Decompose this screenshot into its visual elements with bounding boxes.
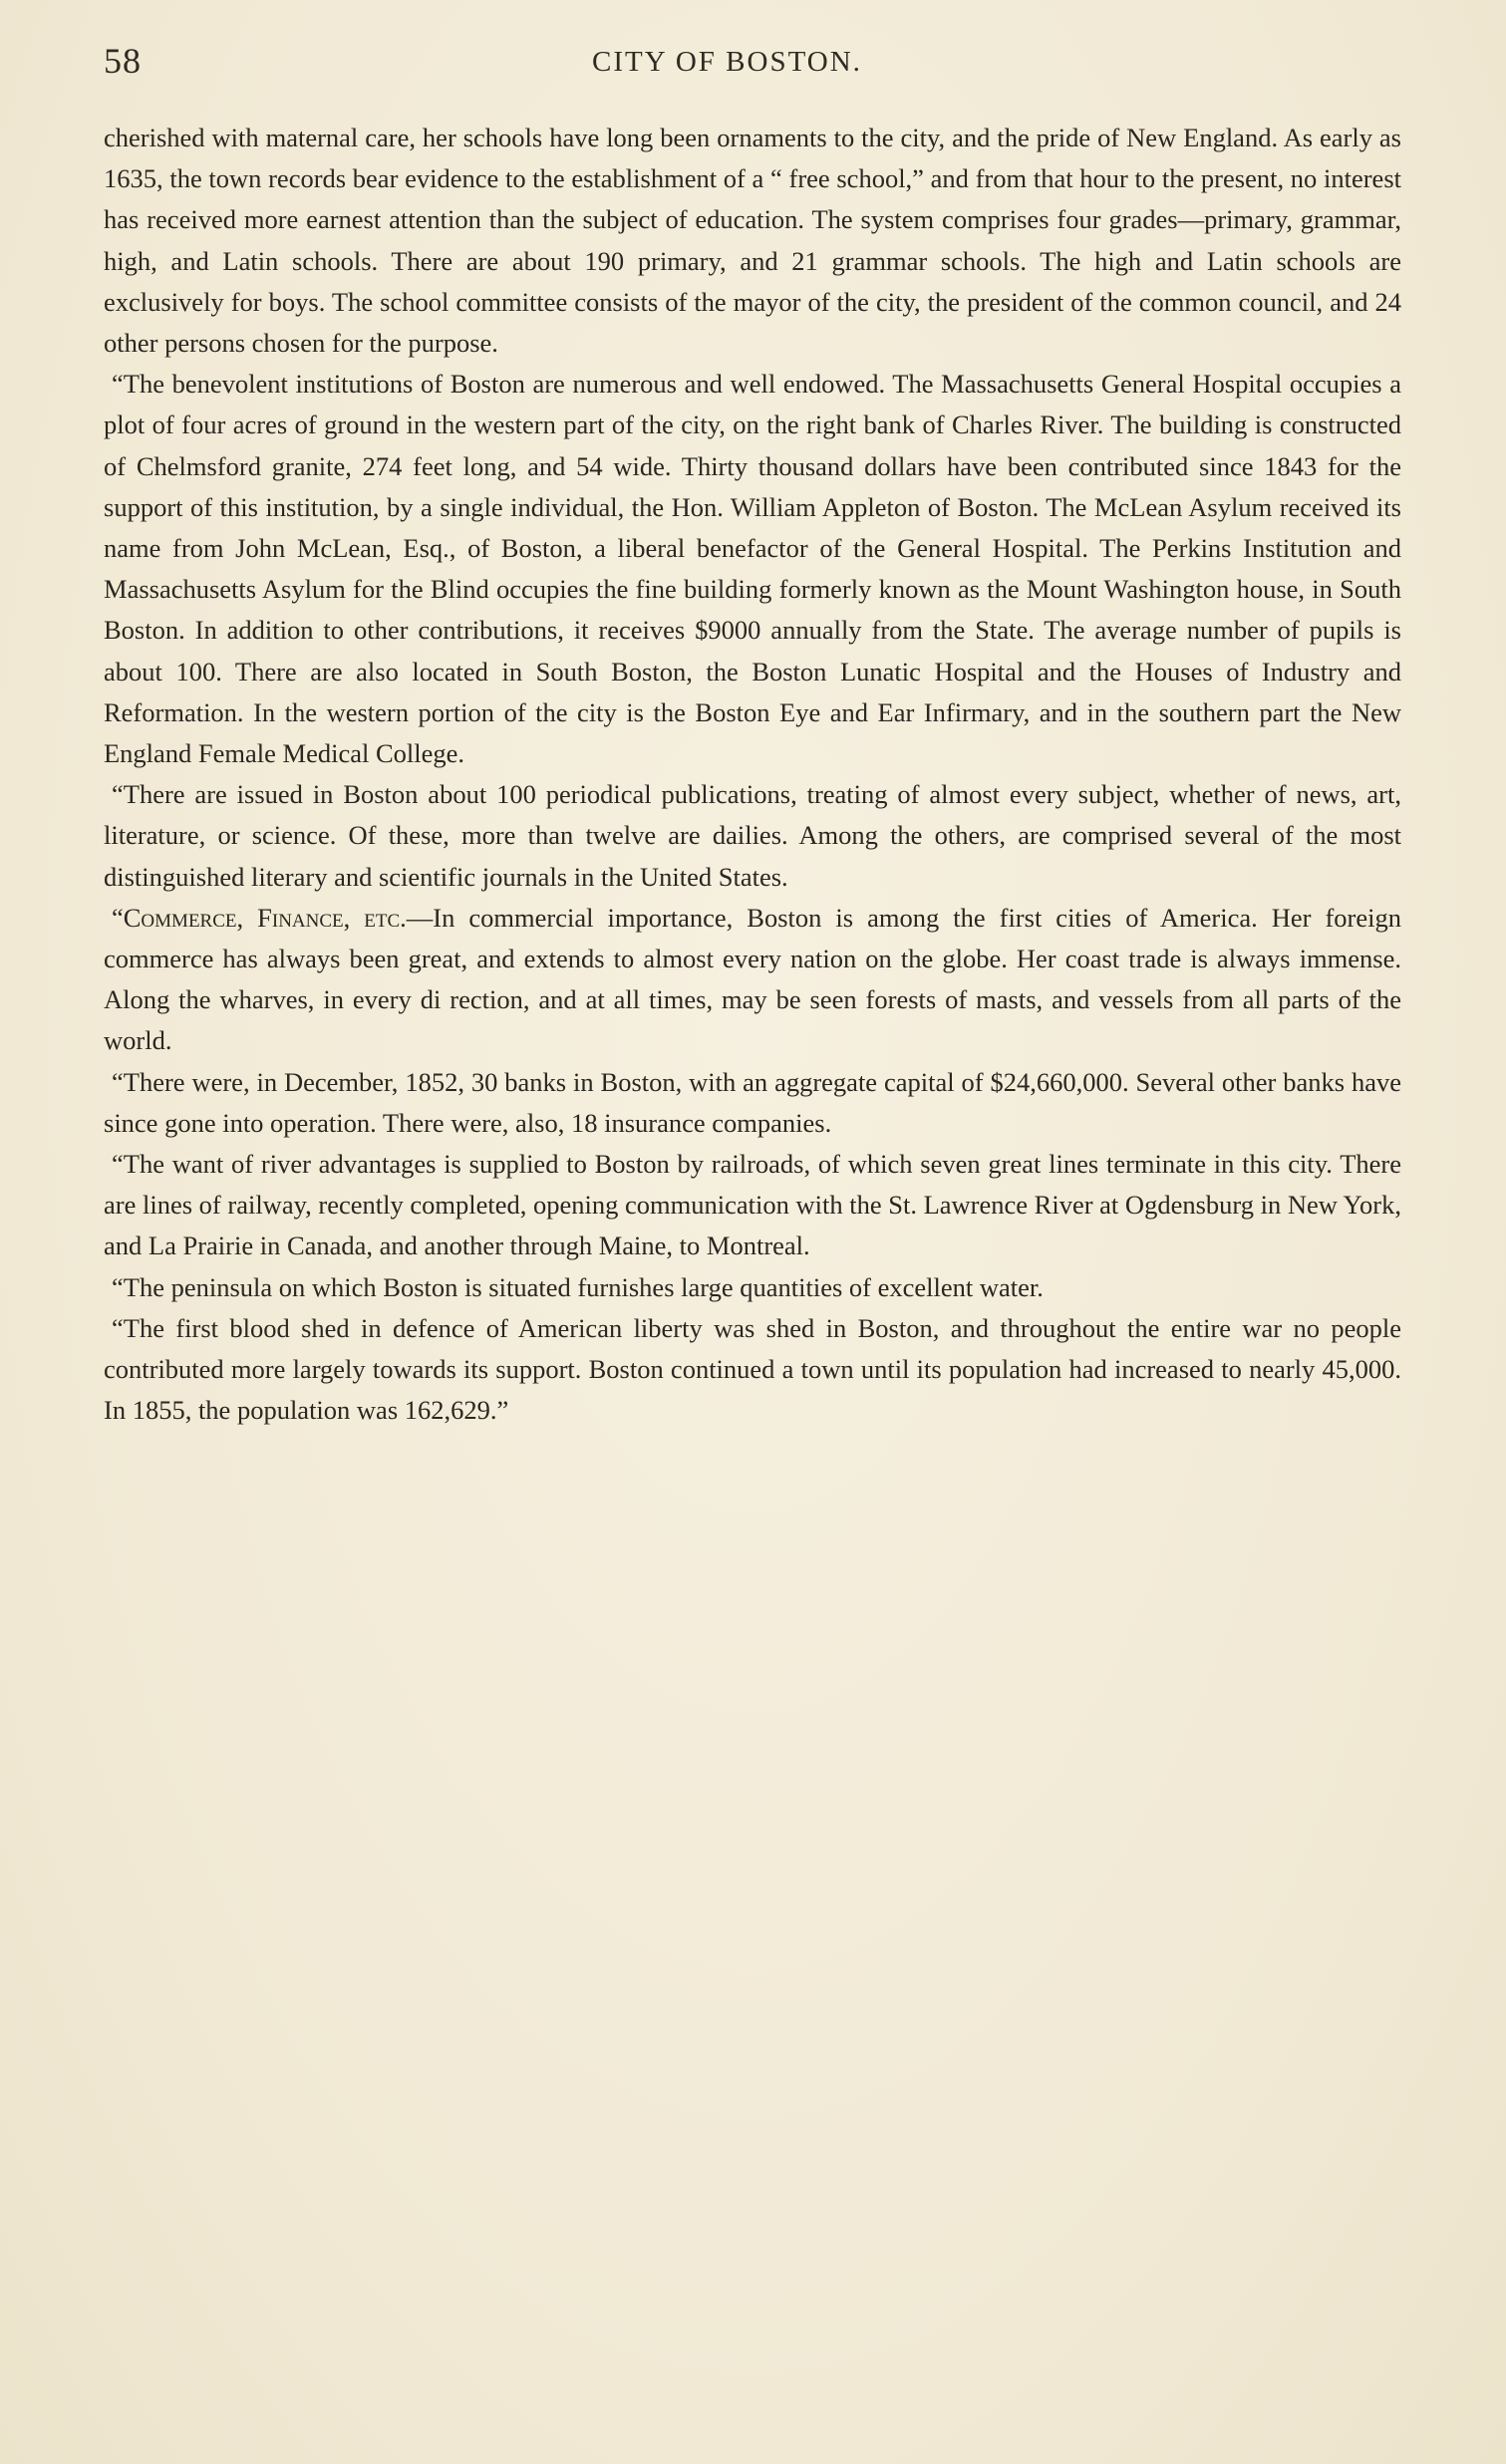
paragraph-history: “The first blood shed in defence of American liberty was shed in Boston, and throughout the entire war no people contributed more largely towards its support. Boston continued a town until its population had increased to nearly 45,000. In 1855, the population was 162,629.” bbox=[104, 1312, 1401, 1426]
page-number: 58 bbox=[104, 41, 142, 81]
paragraph-railroads: “The want of river advantages is supplied to Boston by railroads, of which seven great lines terminate in this city. There are lines of railway, recently completed, opening communication with the St. Lawrence River at Ogdensburg in New York, and La Prairie in Canada, and another through Maine, to Montreal. bbox=[104, 1149, 1401, 1261]
running-head: CITY OF BOSTON. bbox=[592, 46, 862, 78]
paragraph-banks: “There were, in December, 1852, 30 banks in Boston, with an aggregate capital of $24,660,000. Several other banks have since gone into operation. There were, also, 18 insurance companies. bbox=[104, 1066, 1401, 1138]
paragraph-education: cherished with maternal care, her schools have long been ornaments to the city, and the pride of New England. As early as 1635, the town records bear evidence to the establishment of a “ free school,” and from that hour to the present, no interest has received more earnest attention than the subject of education. The system comprises four grades—primary, grammar, high, and Latin schools. There are about 190 primary, and 21 grammar schools. The high and Latin schools are exclusively for boys. The school committee consists of the mayor of the city, the president of the common council, and 24 other persons chosen for the purpose. bbox=[104, 123, 1401, 359]
paragraph-periodicals: “There are issued in Boston about 100 periodical publications, treating of almost every subject, whether of news, art, literature, or science. Of these, more than twelve are dailies. Among the others, are comprised several of the most distinguished literary and scientific journals in the United States. bbox=[104, 779, 1401, 892]
section-lead-commerce: “Commerce, Finance, etc. bbox=[112, 902, 407, 933]
paragraph-water: “The peninsula on which Boston is situated furnishes large quantities of excellent water. bbox=[112, 1271, 1044, 1302]
paragraph-benevolent-institutions: “The benevolent institutions of Boston are numerous and well endowed. The Massachusetts General Hospital occupies a plot of four acres of ground in the western part of the city, on the right bank of Charles River. The building is constructed of Chelmsford granite, 274 feet long, and 54 wide. Thirty thousand dollars have been contributed since 1843 for the support of this institution, by a single individual, the Hon. William Appleton of Boston. The McLean Asylum received its name from John McLean, Esq., of Boston, a liberal benefactor of the General Hospital. The Perkins Institution and Massachusetts Asylum for the Blind occupies the fine building formerly known as the Mount Washington house, in South Boston. In addition to other contributions, it receives $9000 annually from the State. The average number of pupils is about 100. There are also located in South Boston, the Boston Lunatic Hospital and the Houses of Industry and Reformation. In the western portion of the city is the Boston Eye and Ear Infirmary, and in the southern part the New England Female Medical College. bbox=[104, 369, 1401, 769]
paragraph-commerce-text: —In commercial importance, Boston is among the first cities of America. Her foreign commerce has always been great, and extends to almost every nation on the globe. Her coast trade is always immense. Along the wharves, in every di rection, and at all times, may be seen forests of masts, and vessels from all parts of the world. bbox=[104, 902, 1401, 1056]
page-header bbox=[104, 40, 1399, 90]
body-text bbox=[104, 118, 1401, 1432]
paragraph-commerce bbox=[104, 898, 1401, 1062]
